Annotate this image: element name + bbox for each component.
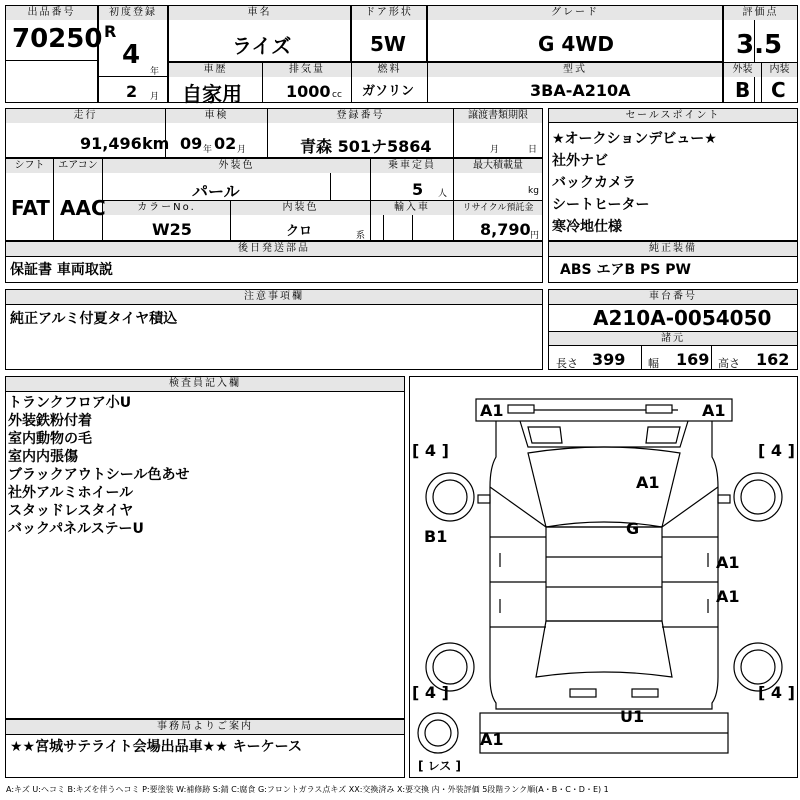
inspection-month-unit: 月 (237, 145, 247, 155)
transfer-header: 譲渡書類期限 (454, 109, 542, 123)
registration-number: 青森 501ナ5864 (300, 137, 432, 156)
displacement: 1000 (286, 82, 331, 101)
capacity-header: 乗車定員 (371, 159, 453, 173)
lot-header: 出品番号 (6, 6, 97, 20)
caution-header: 注意事項欄 (6, 290, 542, 304)
mileage-unit: km (142, 134, 170, 153)
inspection-header: 車検 (166, 109, 267, 123)
mark-right-front-door: A1 (716, 553, 740, 572)
displacement-header: 排気量 (263, 63, 351, 77)
fuel: ガソリン (362, 84, 415, 99)
genuine-equipment: ABS エアB PS PW (560, 262, 691, 278)
score-header: 評価点 (724, 6, 797, 20)
chassis-header: 車台番号 (549, 290, 797, 304)
exterior-header: 外装 (724, 63, 761, 77)
color-no-header: カラーNo. (103, 201, 230, 215)
inspector-note-3: 室内動物の毛 (8, 431, 92, 447)
mark-tire-rl: [ 4 ] (412, 683, 449, 702)
max-load-header: 最大積載量 (454, 159, 542, 173)
reg-year: 4 (122, 40, 141, 70)
office-notice: ★★宮城サテライト会場出品車★★ キーケース (10, 739, 302, 755)
int-color-header: 内装色 (231, 201, 370, 215)
mark-windshield: G (626, 519, 640, 538)
inspector-note-4: 室内内張傷 (8, 449, 78, 465)
spec-height: 162 (756, 350, 790, 369)
lot-number: 70250 (12, 24, 103, 54)
inspector-note-7: スタッドレスタイヤ (8, 503, 134, 519)
mileage: 91,496 (80, 134, 142, 153)
shift: FAT (11, 196, 50, 220)
int-color-unit: 系 (356, 231, 366, 241)
first-reg-header: 初度登録 (99, 6, 167, 20)
reg-year-unit: 年 (150, 67, 160, 77)
sales-point-header: セールスポイント (549, 109, 797, 123)
genuine-equipment-header: 純正装備 (549, 242, 797, 256)
spec-height-label: 高さ (718, 357, 740, 370)
sales-point-2: 社外ナビ (552, 153, 608, 169)
transfer-month-unit: 月 (490, 145, 500, 155)
mark-rear-bumper: A1 (480, 730, 504, 749)
interior-header: 内装 (762, 63, 797, 77)
reg-month-unit: 月 (150, 92, 160, 102)
ext-color: パール (192, 182, 240, 201)
inspector-header: 検査員記入欄 (6, 377, 404, 391)
inspection-year: 09 (180, 134, 203, 153)
office-header: 事務局よりご案内 (6, 720, 404, 734)
history-header: 車歴 (169, 63, 262, 77)
specs-header: 諸元 (549, 332, 797, 346)
car-name: ライズ (232, 34, 292, 58)
ext-color-header: 外装色 (103, 159, 370, 173)
model-header: 型式 (428, 63, 722, 77)
history: 自家用 (182, 82, 242, 106)
mark-tire-rr: [ 4 ] (758, 683, 795, 702)
mark-front-right: A1 (702, 401, 726, 420)
recycle-unit: 円 (530, 231, 540, 241)
max-load-unit: kg (528, 186, 539, 196)
inspector-note-6: 社外アルミホイール (8, 485, 134, 501)
legend: A:キズ U:ヘコミ B:キズを伴うヘコミ P:要塗装 W:補修跡 S:錆 C:腐食 G:フロントガラス点キズ XX:交換済み X:要交換 内・外装評価 5段階ランク順(A・B・C・D・E) 1 (6, 785, 609, 794)
exterior-score: B (735, 78, 751, 102)
int-color: クロ (286, 224, 313, 239)
registration-header: 登録番号 (268, 109, 453, 123)
color-no: W25 (152, 220, 192, 239)
inspector-note-8: バックパネルステーU (8, 521, 144, 537)
aircon: AAC (60, 196, 106, 220)
era: R (104, 22, 117, 41)
sales-point-3: バックカメラ (552, 175, 636, 191)
aircon-header: エアコン (54, 159, 102, 173)
reg-month: 2 (126, 82, 138, 101)
import-header: 輸入車 (371, 201, 453, 215)
inspector-note-2: 外装鉄粉付着 (8, 413, 92, 429)
capacity-unit: 人 (438, 189, 448, 199)
mark-spare: [ レス ] (418, 759, 461, 773)
mark-front-left: A1 (480, 401, 504, 420)
interior-score: C (771, 78, 786, 102)
grade-header: グレード (428, 6, 722, 20)
mark-tire-fr: [ 4 ] (758, 441, 795, 460)
displacement-unit: cc (332, 90, 342, 100)
damage-diagram (409, 376, 798, 778)
caution: 純正アルミ付夏タイヤ積込 (10, 311, 178, 327)
inspector-note-5: ブラックアウトシール色あせ (8, 467, 190, 483)
shift-header: シフト (6, 159, 53, 173)
spec-width: 169 (676, 350, 710, 369)
score: 3.5 (736, 30, 783, 60)
recycle-header: リサイクル預託金 (454, 201, 542, 215)
sales-point-5: 寒冷地仕様 (552, 219, 622, 235)
chassis-number: A210A-0054050 (593, 306, 772, 330)
mark-left-side: B1 (424, 527, 448, 546)
car-outline (410, 377, 797, 777)
spec-length: 399 (592, 350, 626, 369)
fuel-header: 燃料 (352, 63, 427, 77)
sales-point-1: ★オークションデビュー★ (552, 131, 717, 147)
model: 3BA-A210A (530, 81, 631, 100)
inspection-month: 02 (214, 134, 237, 153)
capacity: 5 (412, 180, 424, 199)
sales-point-4: シートヒーター (552, 197, 650, 213)
grade: G 4WD (538, 32, 614, 56)
car-name-header: 車名 (169, 6, 350, 20)
door-type: 5W (370, 32, 406, 56)
mileage-header: 走行 (6, 109, 165, 123)
later-parts-header: 後日発送部品 (6, 242, 542, 256)
later-parts: 保証書 車両取説 (10, 262, 113, 278)
mark-rear: U1 (620, 707, 645, 726)
transfer-day-unit: 日 (528, 145, 538, 155)
mark-hood: A1 (636, 473, 660, 492)
door-header: ドア形状 (352, 6, 426, 20)
mark-right-rear-door: A1 (716, 587, 740, 606)
recycle: 8,790 (480, 220, 531, 239)
inspector-note-1: トランクフロア小U (8, 395, 132, 411)
spec-width-label: 幅 (648, 357, 659, 370)
inspection-year-unit: 年 (203, 145, 213, 155)
mark-tire-fl: [ 4 ] (412, 441, 449, 460)
spec-length-label: 長さ (556, 357, 578, 370)
